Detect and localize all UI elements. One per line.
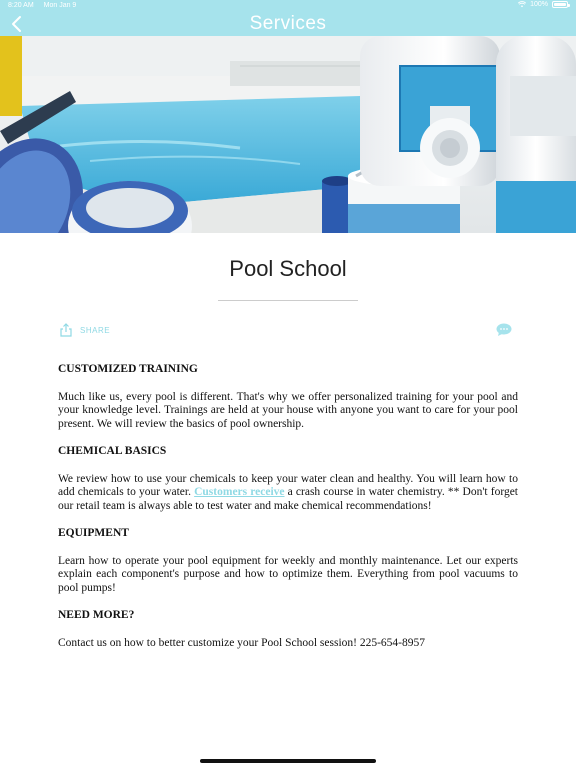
customers-receive-link[interactable]: Customers receive [194, 486, 285, 498]
share-button[interactable] [60, 323, 110, 337]
section-heading-equipment: EQUIPMENT [58, 527, 129, 539]
section-body-equipment: Learn how to operate your pool equipment for weekly and monthly maintenance. Let our experts explain each component's purpose and how to optimize them. Everything from pool vacuums to pool pumps! [58, 554, 518, 594]
battery-percent: 100% [530, 1, 548, 8]
home-indicator[interactable] [200, 759, 376, 763]
section-body-more: Contact us on how to better customize your Pool School session! 225-654-8957 [58, 636, 426, 649]
hero-image [0, 36, 576, 233]
nav-bar [0, 12, 576, 36]
wifi-icon [518, 1, 526, 8]
chemical-text-before: We review how to use your chemicals to keep your water clean and healthy. You will learn how to add chemicals to your water. [58, 472, 518, 498]
status-bar [0, 0, 576, 12]
chemical-text-after: a crash course in water chemistry. ** Don't forget our retail team is always able to test water and make chemical recommendations! [58, 486, 518, 512]
article-content [58, 363, 518, 650]
comment-icon[interactable] [496, 323, 512, 337]
status-date: Mon Jan 9 [43, 2, 77, 9]
nav-title: Services [249, 13, 327, 34]
section-body-training: Much like us, every pool is different. That's why we offer personalized training for your pool and your knowledge level. Trainings are held at your house with anyone you want to care for your pool present. We will review the basics of pool ownership. [58, 390, 518, 430]
share-label: SHARE [80, 325, 111, 335]
battery-icon [552, 1, 568, 8]
title-divider [218, 300, 358, 301]
section-heading-training: CUSTOMIZED TRAINING [58, 363, 198, 375]
section-body-chemical [58, 473, 518, 514]
status-time: 8:20 AM [8, 2, 34, 9]
page-title: Pool School [229, 256, 347, 281]
share-icon [60, 323, 72, 337]
section-heading-more: NEED MORE? [58, 609, 135, 621]
section-heading-chemical: CHEMICAL BASICS [58, 445, 167, 457]
